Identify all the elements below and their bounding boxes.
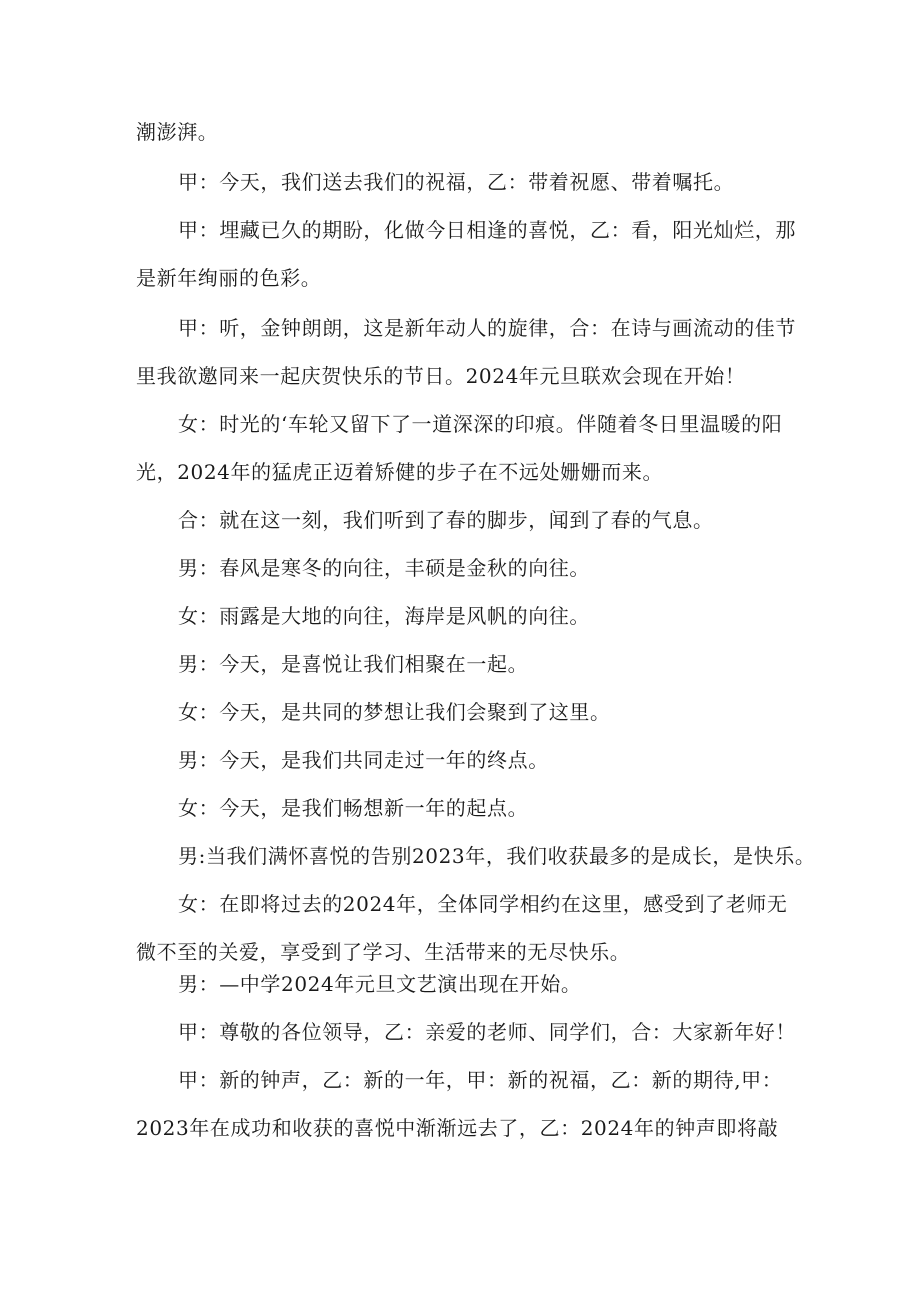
text-line: 女：时光的‘车轮又留下了一道深深的印痕。伴随着冬日里温暖的阳 — [178, 412, 783, 436]
text-line: 男：—中学2024年元旦文艺演出现在开始。 — [178, 972, 582, 996]
text-line: 光，2024年的猛虎正迈着矫健的步子在不远处姗姗而来。 — [136, 460, 664, 484]
text-line: 女：在即将过去的2024年，全体同学相约在这里，感受到了老师无 — [178, 892, 788, 916]
text-line: 女：今天，是我们畅想新一年的起点。 — [178, 796, 529, 820]
text-line: 男：春风是寒冬的向往，丰硕是金秋的向往。 — [178, 556, 590, 580]
text-line: 甲：新的钟声，乙：新的一年，甲：新的祝福，乙：新的期待,甲： — [178, 1068, 783, 1092]
text-line: 里我欲邀同来一起庆贺快乐的节日。2024年元旦联欢会现在开始！ — [136, 364, 746, 388]
text-line: 男：今天，是我们共同走过一年的终点。 — [178, 748, 549, 772]
text-line: 男:当我们满怀喜悦的告别2023年，我们收获最多的是成长，是快乐。 — [178, 844, 816, 868]
text-line: 女：今天，是共同的梦想让我们会聚到了这里。 — [178, 700, 611, 724]
text-line: 是新年绚丽的色彩。 — [136, 266, 322, 290]
text-line: 潮澎湃。 — [136, 120, 219, 144]
text-line: 甲：今天，我们送去我们的祝福，乙：带着祝愿、带着嘱托。 — [178, 170, 735, 194]
text-line: 甲：埋藏已久的期盼，化做今日相逢的喜悦，乙：看，阳光灿烂，那 — [178, 218, 796, 242]
text-line: 2023年在成功和收获的喜悦中渐渐远去了，乙：2024年的钟声即将敲 — [136, 1116, 779, 1140]
text-line: 甲：尊敬的各位领导，乙：亲爱的老师、同学们，合：大家新年好！ — [178, 1020, 796, 1044]
text-line: 甲：听，金钟朗朗，这是新年动人的旋律，合：在诗与画流动的佳节 — [178, 316, 796, 340]
text-line: 男：今天，是喜悦让我们相聚在一起。 — [178, 652, 529, 676]
text-line: 微不至的关爱，享受到了学习、生活带来的无尽快乐。 — [136, 940, 631, 964]
text-line: 女：雨露是大地的向往，海岸是风帆的向往。 — [178, 604, 590, 628]
text-line: 合：就在这一刻，我们听到了春的脚步，闻到了春的气息。 — [178, 508, 714, 532]
